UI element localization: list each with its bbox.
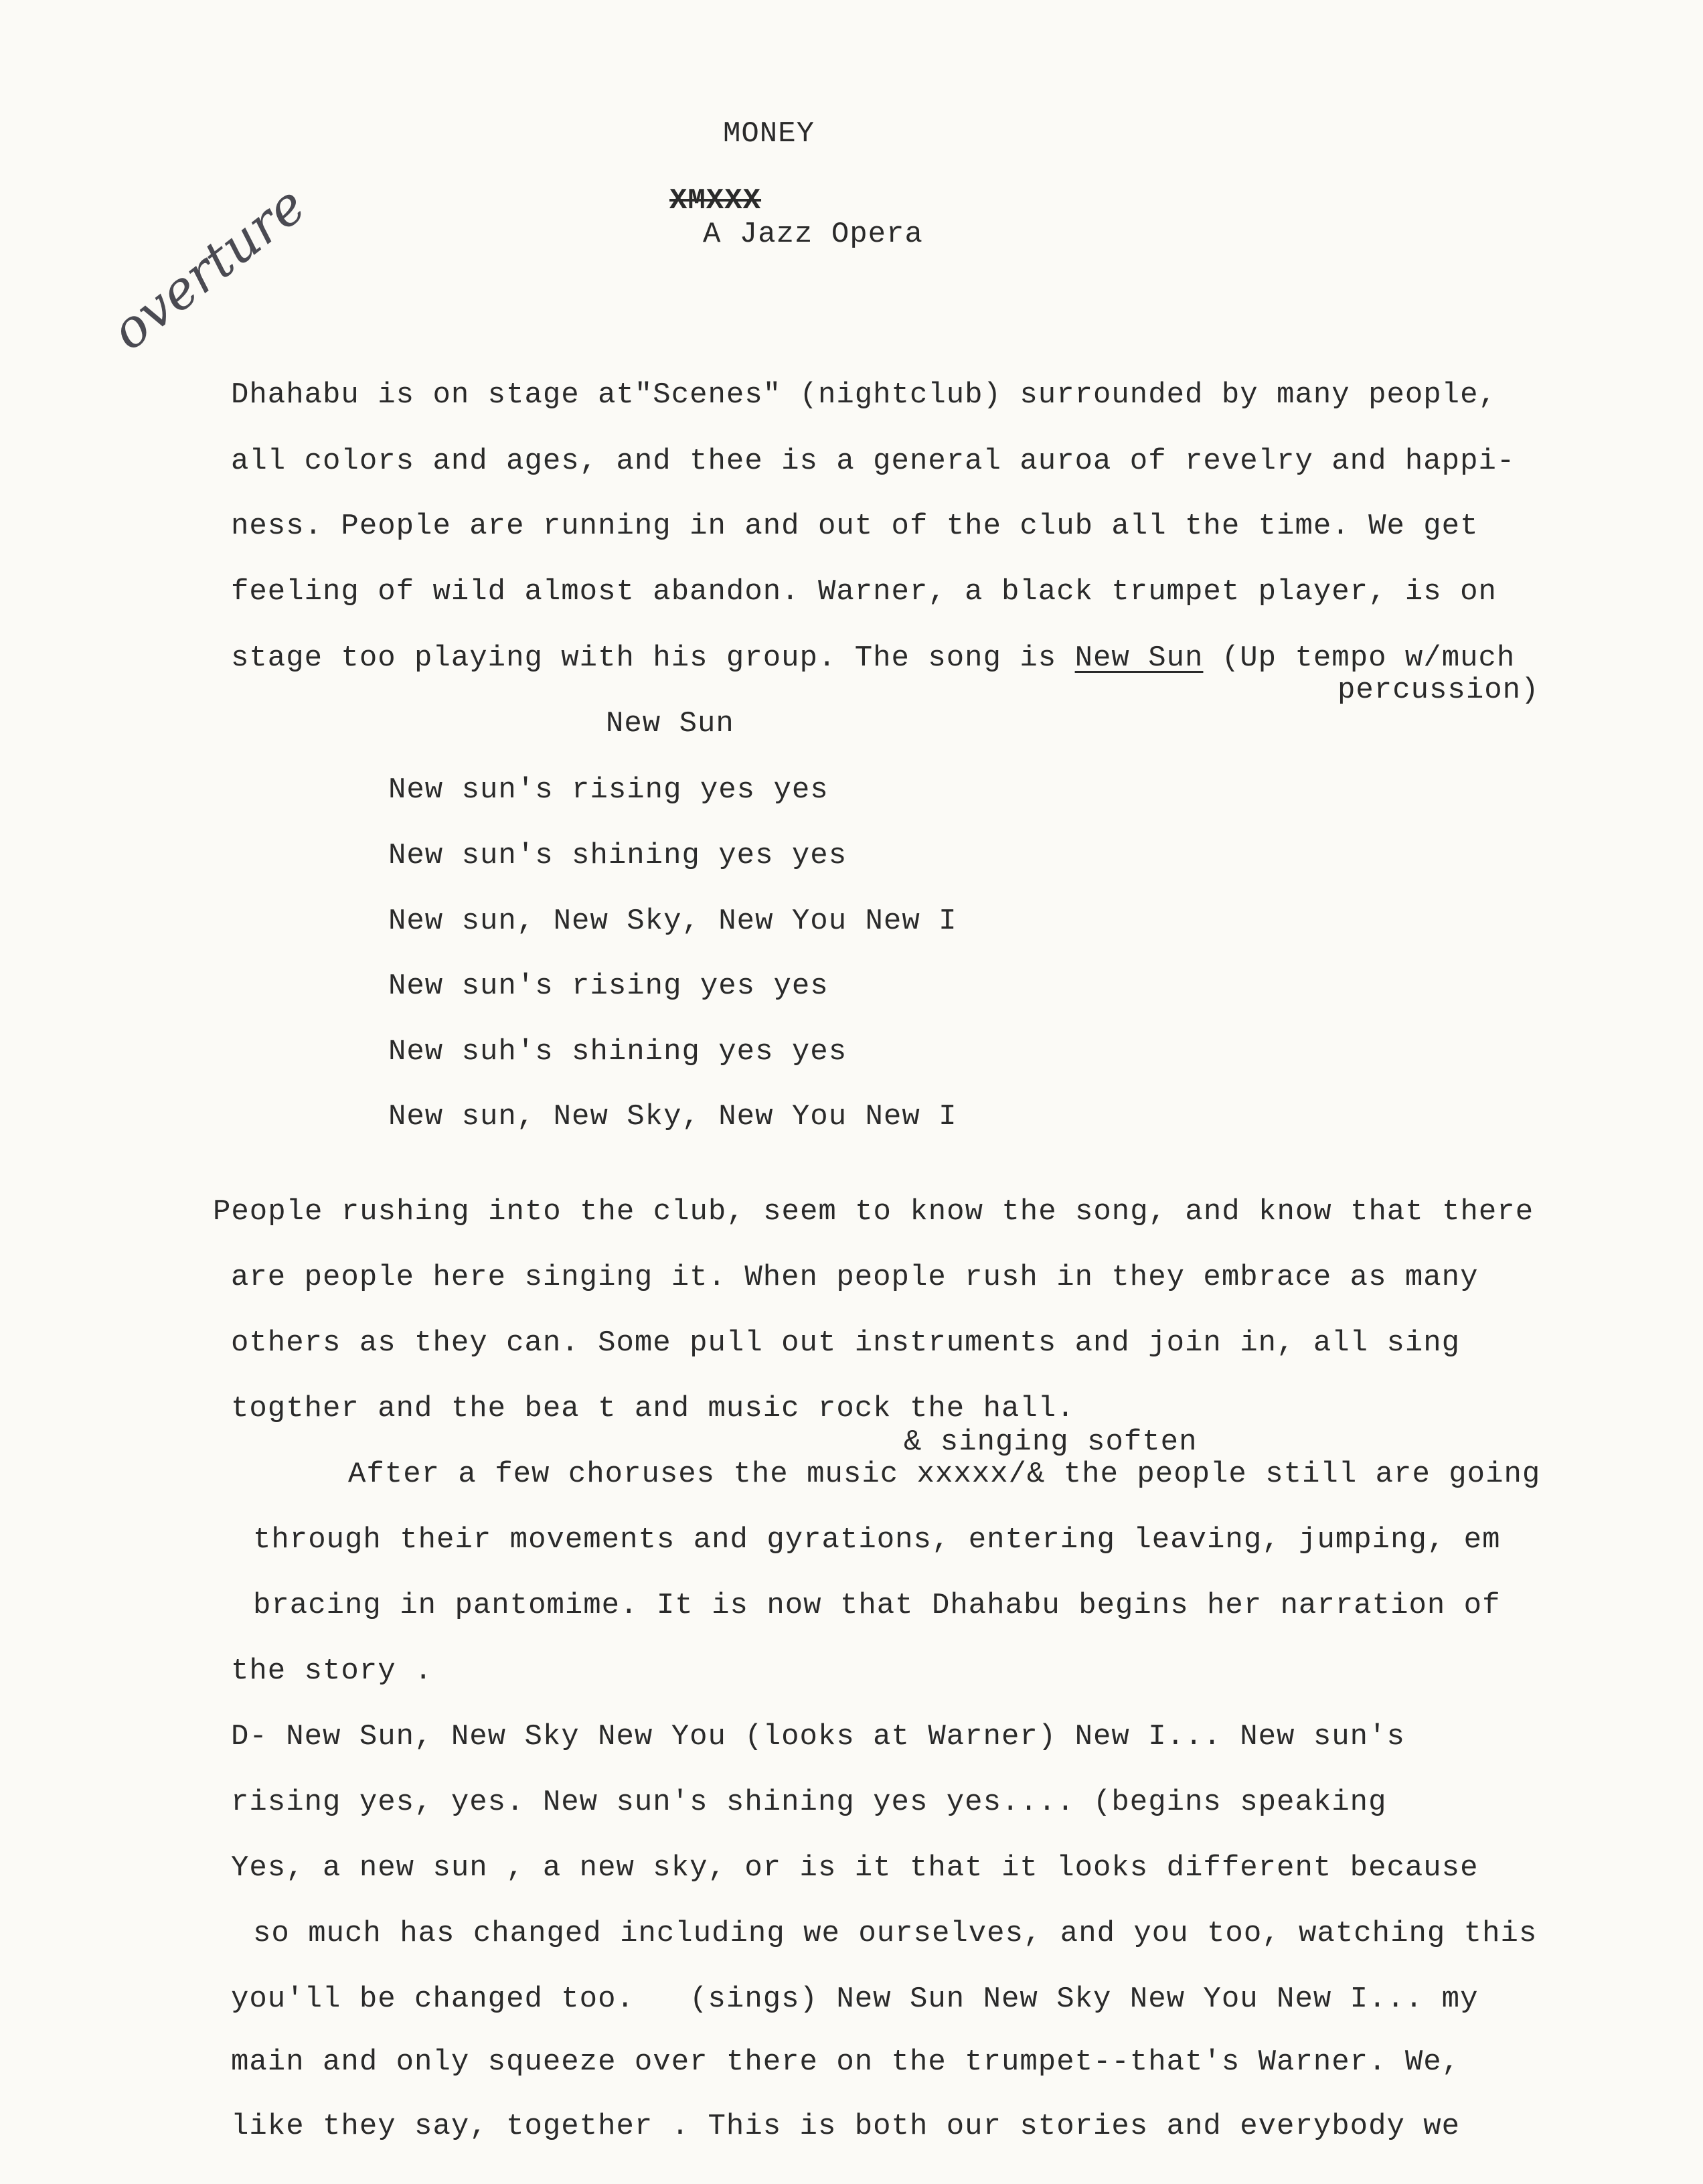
para3-line-2: through their movements and gyrations, entering leaving, jumping, em — [253, 1523, 1501, 1557]
lyric-line-1: New sun's rising yes yes — [388, 773, 829, 807]
para2-line-2: are people here singing it. When people rush in they embrace as many — [231, 1261, 1479, 1294]
para2-line-3: others as they can. Some pull out instruments and join in, all sing — [231, 1326, 1461, 1360]
para2-line-4: togther and the bea t and music rock the hall. — [231, 1392, 1075, 1425]
intro-line-5 — [231, 639, 1515, 677]
song-line-after: (Up tempo w/much — [1203, 641, 1516, 675]
intro-line-4: feeling of wild almost abandon. Warner, a black trumpet player, is on — [231, 575, 1497, 609]
para4-line-3: Yes, a new sun , a new sky, or is it that it looks different because — [231, 1851, 1479, 1885]
lyric-line-3: New sun, New Sky, New You New I — [388, 905, 957, 938]
lyric-line-6: New sun, New Sky, New You New I — [388, 1100, 957, 1134]
para4-line-1: D- New Sun, New Sky New You (looks at Warner) New I... New sun's — [231, 1720, 1405, 1753]
document-title: MONEY — [723, 117, 815, 151]
lyric-line-4: New sun's rising yes yes — [388, 969, 829, 1003]
intro-line-5-continuation: percussion) — [1337, 674, 1540, 707]
lyric-line-5: New suh's shining yes yes — [388, 1035, 847, 1069]
para4-line-6: main and only squeeze over there on the trumpet--that's Warner. We, — [231, 2045, 1461, 2079]
para3-line-4: the story . — [231, 1654, 433, 1688]
para4-line-5: you'll be changed too. (sings) New Sun New Sky New You New I... my — [231, 1982, 1479, 2016]
document-subtitle: A Jazz Opera — [703, 218, 923, 251]
lyric-line-2: New sun's shining yes yes — [388, 839, 847, 872]
para3-line-1: After a few choruses the music xxxxx/& the people still are going — [348, 1458, 1541, 1491]
intro-line-1: Dhahabu is on stage at"Scenes" (nightclub) surrounded by many people, — [231, 378, 1497, 412]
para4-line-4: so much has changed including we ourselves, and you too, watching this — [253, 1917, 1538, 1950]
para3-line-3: bracing in pantomime. It is now that Dhahabu begins her narration of — [253, 1589, 1501, 1622]
para4-line-7: like they say, together . This is both our stories and everybody we — [231, 2110, 1461, 2143]
song-title-underlined: New Sun — [1074, 641, 1204, 675]
intro-line-2: all colors and ages, and thee is a general auroa of revelry and happi- — [231, 445, 1516, 478]
typed-insertion: & singing soften — [904, 1425, 1198, 1459]
intro-line-3: ness. People are running in and out of the club all the time. We get — [231, 510, 1479, 543]
song-line-before: stage too playing with his group. The song is — [231, 641, 1075, 675]
margin-note-handwritten: overture — [100, 174, 317, 362]
para4-line-2: rising yes, yes. New sun's shining yes yes.... (begins speaking — [231, 1786, 1387, 1819]
song-heading: New Sun — [606, 707, 734, 740]
struck-out-word: XMXXX — [669, 184, 762, 218]
para2-line-1: People rushing into the club, seem to know the song, and know that there — [213, 1195, 1534, 1229]
